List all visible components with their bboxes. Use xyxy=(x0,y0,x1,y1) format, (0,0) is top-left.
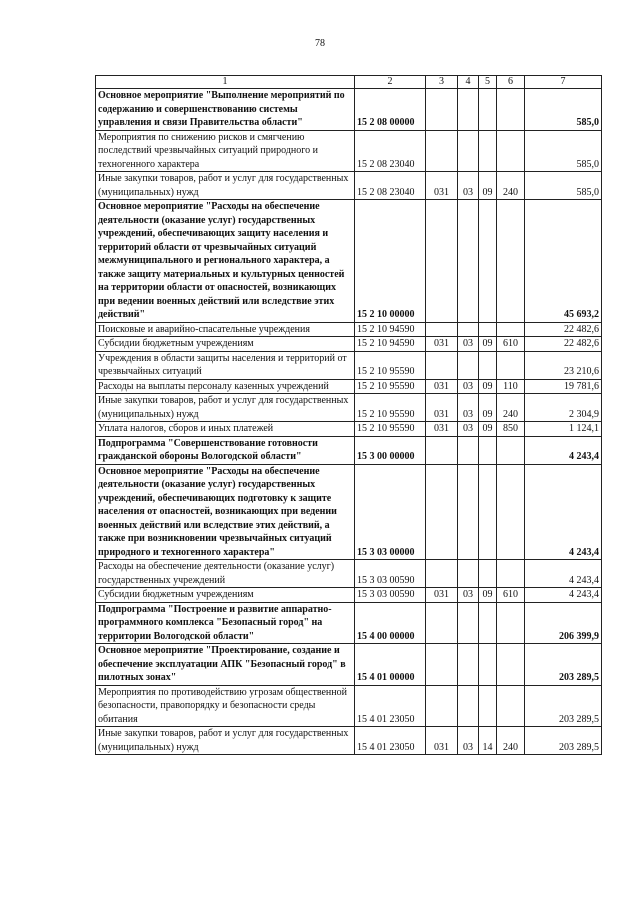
row-admin-code-cell xyxy=(426,322,458,337)
row-expense-type-cell xyxy=(497,130,525,172)
row-amount-cell: 585,0 xyxy=(525,89,602,131)
row-subsection-cell xyxy=(479,89,497,131)
row-name-cell: Уплата налогов, сборов и иных платежей xyxy=(96,422,355,437)
row-name-cell: Мероприятия по противодействию угрозам общественной безопасности, правопорядку и безопасности среды обитания xyxy=(96,685,355,727)
row-name-cell: Учреждения в области защиты населения и территорий от чрезвычайных ситуаций xyxy=(96,351,355,379)
column-header: 2 xyxy=(355,76,426,89)
row-section-cell xyxy=(458,89,479,131)
row-expense-type-cell xyxy=(497,200,525,323)
table-row xyxy=(96,588,602,603)
row-expense-type-cell: 240 xyxy=(497,727,525,755)
row-amount-cell: 23 210,6 xyxy=(525,351,602,379)
row-section-cell xyxy=(458,200,479,323)
column-header: 7 xyxy=(525,76,602,89)
row-expense-type-cell xyxy=(497,464,525,560)
row-expense-type-cell: 850 xyxy=(497,422,525,437)
row-amount-cell: 206 399,9 xyxy=(525,602,602,644)
table-row xyxy=(96,644,602,686)
row-admin-code-cell: 031 xyxy=(426,588,458,603)
row-code-cell: 15 2 10 00000 xyxy=(355,200,426,323)
row-expense-type-cell: 110 xyxy=(497,379,525,394)
row-subsection-cell xyxy=(479,464,497,560)
table-row xyxy=(96,727,602,755)
row-code-cell: 15 4 01 23050 xyxy=(355,727,426,755)
table-row xyxy=(96,130,602,172)
row-admin-code-cell: 031 xyxy=(426,394,458,422)
row-subsection-cell xyxy=(479,130,497,172)
row-section-cell: 03 xyxy=(458,422,479,437)
row-admin-code-cell xyxy=(426,200,458,323)
row-admin-code-cell: 031 xyxy=(426,172,458,200)
row-amount-cell: 45 693,2 xyxy=(525,200,602,323)
row-section-cell: 03 xyxy=(458,394,479,422)
table-row xyxy=(96,436,602,464)
table-row xyxy=(96,337,602,352)
row-subsection-cell: 09 xyxy=(479,379,497,394)
row-expense-type-cell: 610 xyxy=(497,588,525,603)
row-name-cell: Субсидии бюджетным учреждениям xyxy=(96,337,355,352)
row-subsection-cell xyxy=(479,200,497,323)
row-admin-code-cell xyxy=(426,130,458,172)
row-amount-cell: 4 243,4 xyxy=(525,588,602,603)
table-row xyxy=(96,464,602,560)
row-section-cell: 03 xyxy=(458,588,479,603)
row-name-cell: Расходы на обеспечение деятельности (оказание услуг) государственных учреждений xyxy=(96,560,355,588)
row-section-cell xyxy=(458,644,479,686)
row-admin-code-cell xyxy=(426,560,458,588)
row-admin-code-cell xyxy=(426,685,458,727)
row-expense-type-cell xyxy=(497,436,525,464)
row-section-cell xyxy=(458,436,479,464)
row-subsection-cell xyxy=(479,644,497,686)
table-row xyxy=(96,379,602,394)
row-code-cell: 15 2 10 95590 xyxy=(355,422,426,437)
table-row xyxy=(96,322,602,337)
row-expense-type-cell xyxy=(497,602,525,644)
row-code-cell: 15 2 10 95590 xyxy=(355,379,426,394)
row-expense-type-cell xyxy=(497,560,525,588)
row-code-cell: 15 2 10 95590 xyxy=(355,394,426,422)
row-section-cell xyxy=(458,351,479,379)
row-name-cell: Основное мероприятие "Проектирование, создание и обеспечение эксплуатации АПК "Безопасный город" в пилотных зонах" xyxy=(96,644,355,686)
row-code-cell: 15 3 00 00000 xyxy=(355,436,426,464)
row-section-cell xyxy=(458,130,479,172)
row-subsection-cell xyxy=(479,560,497,588)
row-admin-code-cell xyxy=(426,644,458,686)
row-expense-type-cell xyxy=(497,644,525,686)
row-name-cell: Подпрограмма "Совершенствование готовности гражданской обороны Вологодской области" xyxy=(96,436,355,464)
column-header: 4 xyxy=(458,76,479,89)
row-expense-type-cell xyxy=(497,89,525,131)
row-code-cell: 15 4 01 23050 xyxy=(355,685,426,727)
row-name-cell: Основное мероприятие "Расходы на обеспечение деятельности (оказание услуг) государственных учреждений, обеспечивающих защиту населения и территорий области от чрезвычайных ситуаций межмуниципального и регионального характера, а также защиту материальных и культурных ценностей на территории области от опасностей, возникающих при ведении военных действий или вследствие этих действий" xyxy=(96,200,355,323)
row-admin-code-cell xyxy=(426,89,458,131)
row-admin-code-cell xyxy=(426,436,458,464)
row-code-cell: 15 2 10 94590 xyxy=(355,322,426,337)
row-subsection-cell: 09 xyxy=(479,422,497,437)
row-subsection-cell: 09 xyxy=(479,337,497,352)
row-admin-code-cell: 031 xyxy=(426,422,458,437)
column-header: 3 xyxy=(426,76,458,89)
row-subsection-cell: 09 xyxy=(479,588,497,603)
row-admin-code-cell xyxy=(426,602,458,644)
row-code-cell: 15 4 01 00000 xyxy=(355,644,426,686)
column-header: 6 xyxy=(497,76,525,89)
row-expense-type-cell xyxy=(497,685,525,727)
row-subsection-cell xyxy=(479,322,497,337)
row-admin-code-cell xyxy=(426,351,458,379)
table-row xyxy=(96,394,602,422)
row-expense-type-cell: 240 xyxy=(497,172,525,200)
row-section-cell xyxy=(458,685,479,727)
table-row xyxy=(96,351,602,379)
page-number: 78 xyxy=(315,38,325,49)
row-amount-cell: 203 289,5 xyxy=(525,727,602,755)
row-expense-type-cell: 240 xyxy=(497,394,525,422)
row-name-cell: Подпрограмма "Построение и развитие аппаратно-программного комплекса "Безопасный город" на территории Вологодской области" xyxy=(96,602,355,644)
row-section-cell: 03 xyxy=(458,727,479,755)
row-section-cell: 03 xyxy=(458,172,479,200)
row-name-cell: Субсидии бюджетным учреждениям xyxy=(96,588,355,603)
row-amount-cell: 203 289,5 xyxy=(525,685,602,727)
table-row xyxy=(96,89,602,131)
column-header: 5 xyxy=(479,76,497,89)
row-code-cell: 15 4 00 00000 xyxy=(355,602,426,644)
row-expense-type-cell xyxy=(497,351,525,379)
row-section-cell xyxy=(458,560,479,588)
table-row xyxy=(96,685,602,727)
row-subsection-cell xyxy=(479,685,497,727)
row-amount-cell: 4 243,4 xyxy=(525,464,602,560)
row-code-cell: 15 2 08 00000 xyxy=(355,89,426,131)
row-name-cell: Поисковые и аварийно-спасательные учреждения xyxy=(96,322,355,337)
row-admin-code-cell xyxy=(426,464,458,560)
row-code-cell: 15 3 03 00590 xyxy=(355,588,426,603)
row-amount-cell: 203 289,5 xyxy=(525,644,602,686)
row-subsection-cell: 14 xyxy=(479,727,497,755)
row-section-cell xyxy=(458,602,479,644)
row-name-cell: Иные закупки товаров, работ и услуг для государственных (муниципальных) нужд xyxy=(96,394,355,422)
row-expense-type-cell: 610 xyxy=(497,337,525,352)
row-amount-cell: 22 482,6 xyxy=(525,322,602,337)
column-header: 1 xyxy=(96,76,355,89)
table-row xyxy=(96,172,602,200)
row-admin-code-cell: 031 xyxy=(426,379,458,394)
row-code-cell: 15 2 10 95590 xyxy=(355,351,426,379)
row-name-cell: Основное мероприятие "Выполнение мероприятий по содержанию и совершенствованию системы управления и связи Правительства области" xyxy=(96,89,355,131)
row-section-cell: 03 xyxy=(458,379,479,394)
row-code-cell: 15 2 10 94590 xyxy=(355,337,426,352)
row-name-cell: Иные закупки товаров, работ и услуг для государственных (муниципальных) нужд xyxy=(96,172,355,200)
row-amount-cell: 19 781,6 xyxy=(525,379,602,394)
row-amount-cell: 4 243,4 xyxy=(525,560,602,588)
row-subsection-cell: 09 xyxy=(479,394,497,422)
row-subsection-cell xyxy=(479,602,497,644)
row-amount-cell: 2 304,9 xyxy=(525,394,602,422)
row-subsection-cell: 09 xyxy=(479,172,497,200)
row-amount-cell: 585,0 xyxy=(525,130,602,172)
budget-table xyxy=(95,75,602,755)
row-admin-code-cell: 031 xyxy=(426,337,458,352)
table-header-row xyxy=(96,76,602,89)
row-section-cell xyxy=(458,322,479,337)
table-row xyxy=(96,560,602,588)
table-row xyxy=(96,602,602,644)
row-name-cell: Иные закупки товаров, работ и услуг для государственных (муниципальных) нужд xyxy=(96,727,355,755)
row-subsection-cell xyxy=(479,436,497,464)
row-subsection-cell xyxy=(479,351,497,379)
table-row xyxy=(96,422,602,437)
row-admin-code-cell: 031 xyxy=(426,727,458,755)
row-code-cell: 15 3 03 00000 xyxy=(355,464,426,560)
row-amount-cell: 4 243,4 xyxy=(525,436,602,464)
row-name-cell: Расходы на выплаты персоналу казенных учреждений xyxy=(96,379,355,394)
row-code-cell: 15 2 08 23040 xyxy=(355,172,426,200)
row-amount-cell: 22 482,6 xyxy=(525,337,602,352)
row-amount-cell: 585,0 xyxy=(525,172,602,200)
row-code-cell: 15 3 03 00590 xyxy=(355,560,426,588)
row-section-cell: 03 xyxy=(458,337,479,352)
row-name-cell: Основное мероприятие "Расходы на обеспечение деятельности (оказание услуг) государственных учреждений, обеспечивающих подготовку к защите населения от опасностей, возникающих при ведении военных действий или вследствие этих действий, а также при возникновении чрезвычайных ситуаций природного и техногенного характера" xyxy=(96,464,355,560)
row-expense-type-cell xyxy=(497,322,525,337)
row-section-cell xyxy=(458,464,479,560)
row-amount-cell: 1 124,1 xyxy=(525,422,602,437)
row-code-cell: 15 2 08 23040 xyxy=(355,130,426,172)
row-name-cell: Мероприятия по снижению рисков и смягчению последствий чрезвычайных ситуаций природного и техногенного характера xyxy=(96,130,355,172)
table-row xyxy=(96,200,602,323)
